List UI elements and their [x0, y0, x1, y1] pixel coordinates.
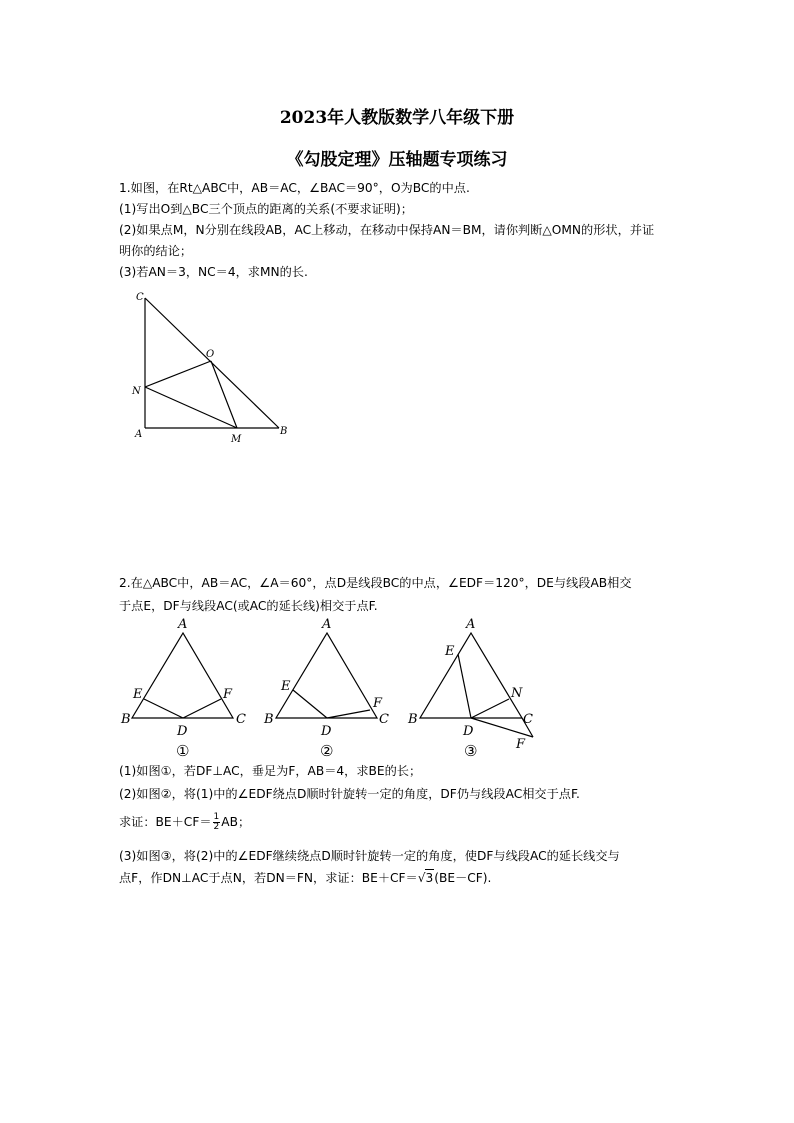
half-fraction — [213, 813, 221, 832]
label-b: B — [280, 426, 288, 437]
q2-part2: (2)如图②，将(1)中的∠EDF绕点D顺时针旋转一定的角度，DF仍与线段AC相交于点F. — [119, 787, 580, 801]
fig3-label-f: F — [516, 737, 526, 752]
fig1-number: ① — [176, 742, 190, 760]
sqrt-symbol: √ — [417, 871, 426, 885]
fig1-label-f: F — [223, 687, 233, 702]
fig3-label-a: A — [466, 617, 476, 632]
q1-part1: (1)写出O到△BC三个顶点的距离的关系(不要求证明)； — [119, 202, 413, 216]
fig3-label-e: E — [445, 644, 455, 659]
fig1-label-d: D — [177, 724, 188, 739]
fig1-label-a: A — [178, 617, 188, 632]
q2-part2-proof-suffix: AB； — [221, 815, 251, 829]
fig1-label-e: E — [133, 687, 143, 702]
fig3-number: ③ — [464, 742, 478, 760]
label-o: O — [206, 349, 215, 360]
figure-3 — [420, 633, 533, 737]
fig1-label-c: C — [236, 712, 246, 727]
fig3-label-n: N — [511, 686, 523, 701]
fig2-label-f: F — [373, 696, 383, 711]
figure-1 — [132, 633, 233, 718]
q2-part3-line2-suffix: (BE－CF). — [434, 871, 492, 885]
q1-stem: 1.如图，在Rt△ABC中，AB＝AC，∠BAC＝90°，O为BC的中点. — [119, 181, 470, 195]
sqrt-content: 3 — [425, 871, 434, 885]
q2-part3-line2 — [119, 869, 491, 886]
label-c: C — [136, 292, 144, 303]
q1-part2-line1: (2)如果点M，N分别在线段AB，AC上移动，在移动中保持AN＝BM，请你判断△OMN的形状，并证 — [119, 223, 655, 237]
fig3-label-d: D — [463, 724, 474, 739]
fraction-numerator: 1 — [213, 812, 220, 822]
q2-part2-proof — [119, 813, 250, 832]
fig2-label-b: B — [264, 712, 274, 727]
fig2-label-d: D — [321, 724, 332, 739]
q2-part3-line1: (3)如图③，将(2)中的∠EDF继续绕点D顺时针旋转一定的角度，使DF与线段AC的延长线交与 — [119, 849, 620, 863]
label-n: N — [132, 386, 141, 397]
fig2-number: ② — [320, 742, 334, 760]
fig3-label-c: C — [523, 712, 533, 727]
fig2-label-e: E — [281, 679, 291, 694]
fig2-label-a: A — [322, 617, 332, 632]
q1-part3: (3)若AN＝3，NC＝4，求MN的长. — [119, 265, 308, 279]
q2-part1: (1)如图①，若DF⊥AC，垂足为F，AB＝4，求BE的长； — [119, 764, 422, 778]
fraction-denominator: 2 — [213, 822, 220, 832]
q1-part2-line2: 明你的结论； — [119, 244, 193, 258]
q2-stem-line1: 2.在△ABC中，AB＝AC，∠A＝60°，点D是线段BC的中点，∠EDF＝120°，DE与线段AB相交 — [119, 576, 632, 590]
page-title: 2023年人教版数学八年级下册 — [279, 108, 515, 128]
figure-2 — [276, 633, 377, 718]
page-subtitle: 《勾股定理》压轴题专项练习 — [286, 150, 508, 170]
label-m: M — [231, 434, 242, 445]
q2-part3-line2-prefix: 点F，作DN⊥AC于点N，若DN＝FN，求证：BE＋CF＝ — [119, 871, 418, 885]
fig3-label-b: B — [408, 712, 418, 727]
fig2-label-c: C — [379, 712, 389, 727]
q2-part2-proof-prefix: 求证：BE＋CF＝ — [119, 815, 212, 829]
label-a: A — [135, 429, 143, 440]
q2-stem-line2: 于点E，DF与线段AC(或AC的延长线)相交于点F. — [119, 599, 378, 613]
fig1-label-b: B — [121, 712, 131, 727]
